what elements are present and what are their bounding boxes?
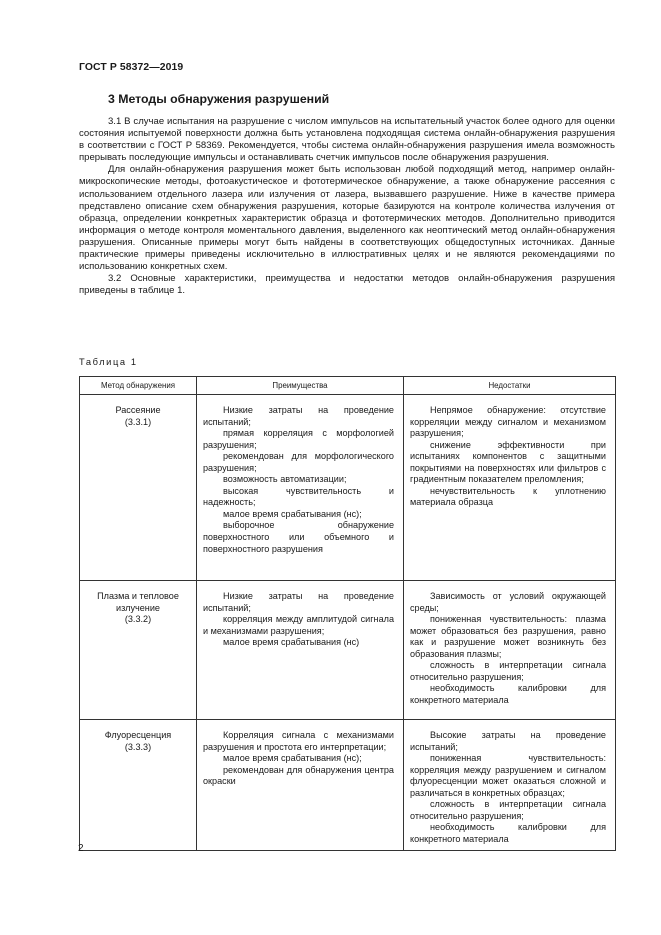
method-name: Рассеяние bbox=[115, 405, 161, 415]
disadvantage-item: нечувствительность к уплотнению материала образца bbox=[410, 485, 606, 508]
disadvantage-item: необходимость калибровки для конкретного материала bbox=[410, 683, 606, 705]
page-number: 2 bbox=[78, 843, 84, 854]
section-title: 3 Методы обнаружения разрушений bbox=[108, 92, 330, 106]
advantage-item: малое время срабатывания (нс); bbox=[223, 753, 362, 764]
paragraph-3-2: 3.2 Основные характеристики, преимущества и недостатки методов онлайн-обнаружения разрушения приведены в таблице 1. bbox=[79, 273, 615, 297]
method-name: Плазма и тепловое излучение bbox=[97, 591, 179, 613]
paragraph-methods: Для онлайн-обнаружения разрушения может быть использован любой подходящий метод, например онлайн-микроскопические методы, фотоакустическое и фототермическое обнаружение, а также обнаружение рассеяния с использованием отдельного лазера или излучения от лазера, вызвавшего разрушение. Ниже в качестве примера представлено описание схем обнаружения разрушения, которые базируются на контроле количества излучения от образца, определении конкретных характеристик образца и фототермических методов. Дополнительно приводится информация о методе контроля моментального давления, выделенного как неоптический метод онлайн-обнаружения разрушения. Описанные примеры могут быть найдены в соответствующих общедоступных источниках. Данные практические примеры приведены исключительно в иллюстративных целях и не являются рекомендациями по использованию конкретных схем. bbox=[79, 164, 615, 273]
disadvantage-item: сложность в интерпретации сигнала относительно разрушения; bbox=[410, 799, 606, 821]
disadvantage-item: пониженная чувствительность: плазма может образоваться без разрушения, равно как и разрушение может возникнуть без образования плазмы; bbox=[410, 614, 606, 659]
advantages-cell bbox=[197, 720, 404, 851]
method-ref: (3.3.2) bbox=[124, 614, 152, 625]
advantage-item: прямая корреляция с морфологией разрушения; bbox=[203, 428, 394, 450]
disadvantage-item: сложность в интерпретации сигнала относительно разрушения; bbox=[410, 660, 606, 682]
advantage-item: рекомендован для обнаружения центра окраски bbox=[203, 764, 394, 787]
method-cell bbox=[80, 581, 197, 720]
header-disadvantages: Недостатки bbox=[404, 377, 616, 395]
method-cell bbox=[80, 720, 197, 851]
advantage-item: Корреляция сигнала с механизмами разрушения и простота его интерпретации; bbox=[203, 730, 394, 752]
header-advantages: Преимущества bbox=[197, 377, 404, 395]
advantage-item: корреляция между амплитудой сигнала и механизмами разрушения; bbox=[203, 614, 394, 636]
body-text bbox=[79, 116, 615, 297]
advantage-item: высокая чувствительность и надежность; bbox=[203, 485, 394, 508]
disadvantages-cell bbox=[404, 720, 616, 851]
method-name: Флуоресценция bbox=[104, 730, 172, 740]
disadvantage-item: Непрямое обнаружение: отсутствие корреляции между сигналом и механизмом разрушения; bbox=[410, 405, 606, 439]
advantage-item: возможность автоматизации; bbox=[223, 474, 347, 485]
document-code: ГОСТ Р 58372—2019 bbox=[79, 62, 184, 73]
advantage-item: выборочное обнаружение поверхностного или объемного и поверхностного разрушения bbox=[203, 520, 394, 554]
table-row bbox=[80, 581, 616, 720]
methods-table bbox=[79, 376, 616, 851]
header-method: Метод обнаружения bbox=[80, 377, 197, 395]
method-ref: (3.3.3) bbox=[124, 741, 152, 752]
advantage-item: Низкие затраты на проведение испытаний; bbox=[203, 405, 394, 427]
disadvantages-cell bbox=[404, 581, 616, 720]
table-row bbox=[80, 720, 616, 851]
disadvantage-item: Зависимость от условий окружающей среды; bbox=[410, 591, 606, 613]
table-caption: Таблица 1 bbox=[79, 357, 138, 367]
disadvantage-item: Высокие затраты на проведение испытаний; bbox=[410, 730, 606, 752]
disadvantages-cell bbox=[404, 395, 616, 581]
advantage-item: рекомендован для морфологического разрушения; bbox=[203, 451, 394, 473]
advantage-item: Низкие затраты на проведение испытаний; bbox=[203, 591, 394, 613]
disadvantage-item: снижение эффективности при испытаниях компонентов с защитными покрытиями на поверхностях или фильтров с градиентным показателем преломления; bbox=[410, 439, 606, 485]
disadvantage-item: пониженная чувствительность: корреляция между разрушением и сигналом флуоресценции может оказаться сложной и различаться в конкретных образцах; bbox=[410, 753, 606, 798]
advantages-cell bbox=[197, 395, 404, 581]
table-row bbox=[80, 395, 616, 581]
advantages-cell bbox=[197, 581, 404, 720]
method-cell bbox=[80, 395, 197, 581]
advantage-item: малое время срабатывания (нс) bbox=[223, 637, 360, 648]
disadvantage-item: необходимость калибровки для конкретного материала bbox=[410, 822, 606, 844]
paragraph-3-1: 3.1 В случае испытания на разрушение с числом импульсов на испытательный участок более одного для оценки состояния испытуемой поверхности должна быть установлена подходящая система онлайн-обнаружения разрушения в соответствии с ГОСТ Р 58369. Рекомендуется, чтобы система онлайн-обнаружения разрушения имела возможность прерывать последующие импульсы и останавливать счетчик импульсов после обнаружения разрушения. bbox=[79, 116, 615, 164]
advantage-item: малое время срабатывания (нс); bbox=[223, 508, 362, 519]
table-header-row bbox=[80, 377, 616, 395]
method-ref: (3.3.1) bbox=[124, 416, 152, 427]
